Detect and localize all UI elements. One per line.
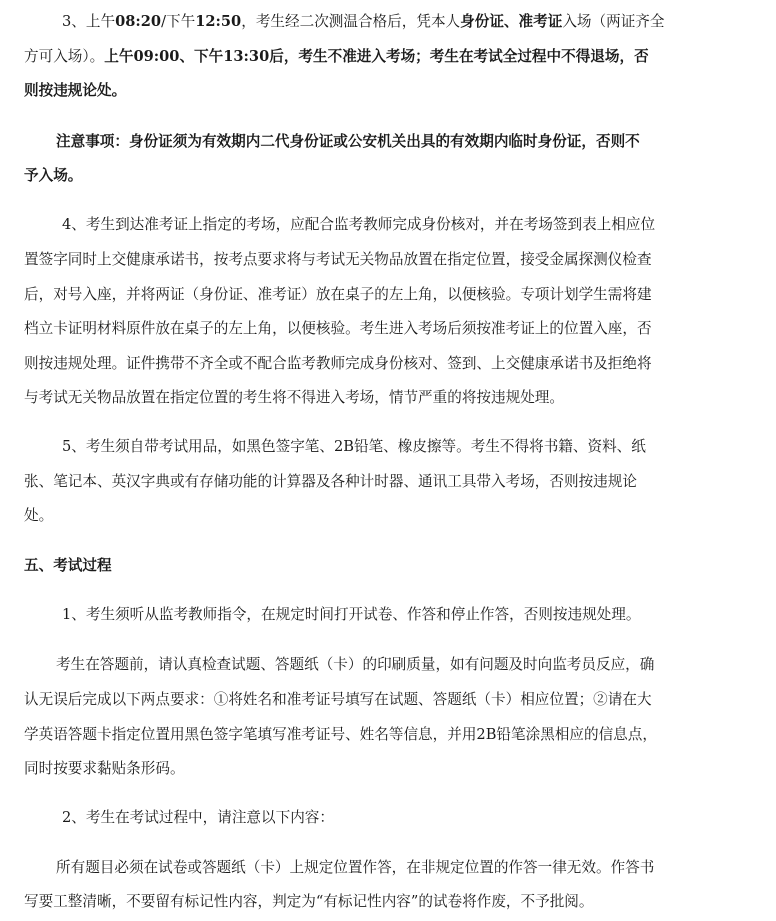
item3-text: ，考生经二次测温合格后，凭本人 xyxy=(241,13,461,30)
answer-prep-line-1: 考生在答题前，请认真检查试题、答题纸（卡）的印刷质量，如有问题及时向监考员反应，确 xyxy=(56,656,655,673)
item3-line2-start: 方可入场）。 xyxy=(24,48,105,65)
item3-line-3: 则按违规论处。 xyxy=(24,82,127,99)
item3-time-0820: 08:20 xyxy=(115,13,162,30)
item3-entry-text: 入场（两证齐全 xyxy=(562,13,665,30)
item4-line-2: 置签字同时上交健康承诺书，按考点要求将与考试无关物品放置在指定位置，接受金属探测仪检查 xyxy=(24,251,652,268)
item3-id-docs: 身份证、准考证 xyxy=(460,13,563,30)
section-heading: 五、考试过程 xyxy=(24,557,112,574)
item4-line-1: 4、考生到达准考证上指定的考场，应配合监考教师完成身份核对，并在考场签到表上相应位 xyxy=(62,216,656,233)
item3-afternoon-label: /下午 xyxy=(161,13,196,30)
answer-prep-line-4: 同时按要求黏贴条形码。 xyxy=(24,760,185,777)
item4-line-5: 则按违规处理。证件携带不齐全或不配合监考教师完成身份核对、签到、上交健康承诺书及拒绝将 xyxy=(24,355,652,372)
answer-rules-line-1: 所有题目必须在试卷或答题纸（卡）上规定位置作答，在非规定位置的作答一律无效。作答书 xyxy=(56,859,655,876)
notice-line-1: 注意事项：身份证须为有效期内二代身份证或公安机关出具的有效期内临时身份证，否则不 xyxy=(56,133,640,150)
item5-line-1: 5、考生须自带考试用品，如黑色签字笔、2B铅笔、橡皮擦等。考生不得将书籍、资料、纸 xyxy=(62,438,646,455)
item3-time-1250: 12:50 xyxy=(195,13,242,30)
answer-rules-line-2: 写要工整清晰，不要留有标记性内容，判定为“有标记性内容”的试卷将作废，不予批阅。 xyxy=(24,893,594,910)
item3-rule-bold: 上午09:00、下午13:30后，考生不准进入考场；考生在考试全过程中不得退场，否 xyxy=(104,48,649,65)
item4-line-4: 档立卡证明材料原件放在桌子的左上角，以便核验。考生进入考场后须按准考证上的位置入座，否 xyxy=(24,320,652,337)
answer-prep-line-3: 学英语答题卡指定位置用黑色签字笔填写准考证号、姓名等信息，并用2B铅笔涂黑相应的信息点， xyxy=(24,726,657,743)
item4-line-3: 后，对号入座，并将两证（身份证、准考证）放在桌子的左上角，以便核验。专项计划学生需将建 xyxy=(24,286,652,303)
item3-time-label: 3、上午 xyxy=(62,13,116,30)
item3-line-1 xyxy=(62,10,664,34)
process1-line-1: 1、考生须听从监考教师指令，在规定时间打开试卷、作答和停止作答，否则按违规处理。 xyxy=(62,606,641,623)
item5-line-3: 处。 xyxy=(24,507,54,524)
process2-line-1: 2、考生在考试过程中，请注意以下内容： xyxy=(62,809,334,826)
notice-line-2: 予入场。 xyxy=(24,167,83,184)
answer-prep-line-2: 认无误后完成以下两点要求：①将姓名和准考证号填写在试题、答题纸（卡）相应位置；②请在大 xyxy=(24,691,652,708)
item3-line-2 xyxy=(24,45,649,69)
item5-line-2: 张、笔记本、英汉字典或有存储功能的计算器及各种计时器、通讯工具带入考场，否则按违规论 xyxy=(24,473,637,490)
item4-line-6: 与考试无关物品放置在指定位置的考生将不得进入考场，情节严重的将按违规处理。 xyxy=(24,389,564,406)
